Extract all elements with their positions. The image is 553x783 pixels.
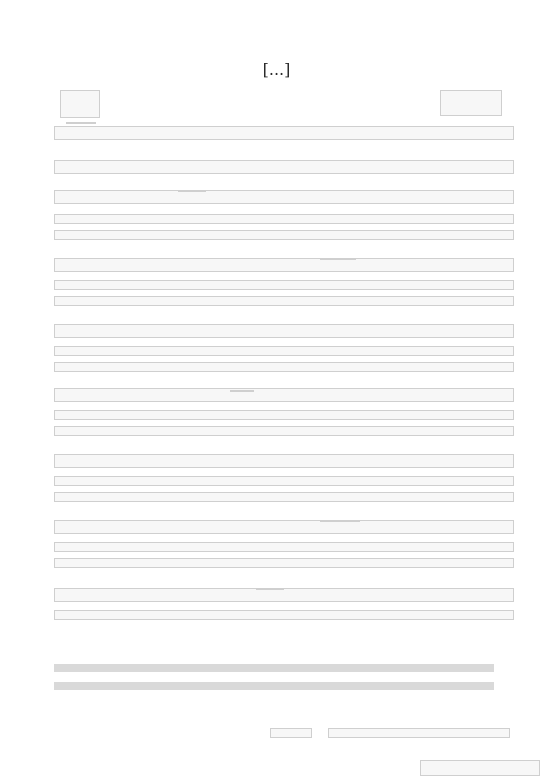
lyric-row-3b [54,230,514,240]
mark-3 [320,258,356,260]
mark-6 [256,588,284,590]
mark-2 [178,190,206,192]
lyric-row-4b [54,296,514,306]
mark-5 [320,520,360,522]
lyric-row-9a [54,610,514,620]
page-title: [...] [262,60,291,79]
footer-page-block [270,728,312,738]
lyric-row-5b [54,362,514,372]
staff-row-9 [54,588,514,602]
staff-row-4 [54,258,514,272]
lyric-row-6b [54,426,514,436]
staff-row-8 [54,520,514,534]
staff-row-1 [54,126,514,140]
credits-block [440,90,502,116]
watermark-block [420,760,540,776]
footer-credits-line-1 [54,664,494,672]
lyric-row-8b [54,558,514,568]
lyric-row-5a [54,346,514,356]
staff-row-6 [54,388,514,402]
lyric-row-7b [54,492,514,502]
lyric-row-6a [54,410,514,420]
staff-row-7 [54,454,514,468]
mark-1 [66,122,96,124]
lyric-row-8a [54,542,514,552]
lyric-row-3a [54,214,514,224]
tempo-key-block [60,90,100,118]
mark-4 [230,390,254,392]
lyric-row-7a [54,476,514,486]
staff-row-2 [54,160,514,174]
footer-generator-block [328,728,510,738]
staff-row-3 [54,190,514,204]
footer-credits-line-2 [54,682,494,690]
staff-row-5 [54,324,514,338]
lyric-row-4a [54,280,514,290]
